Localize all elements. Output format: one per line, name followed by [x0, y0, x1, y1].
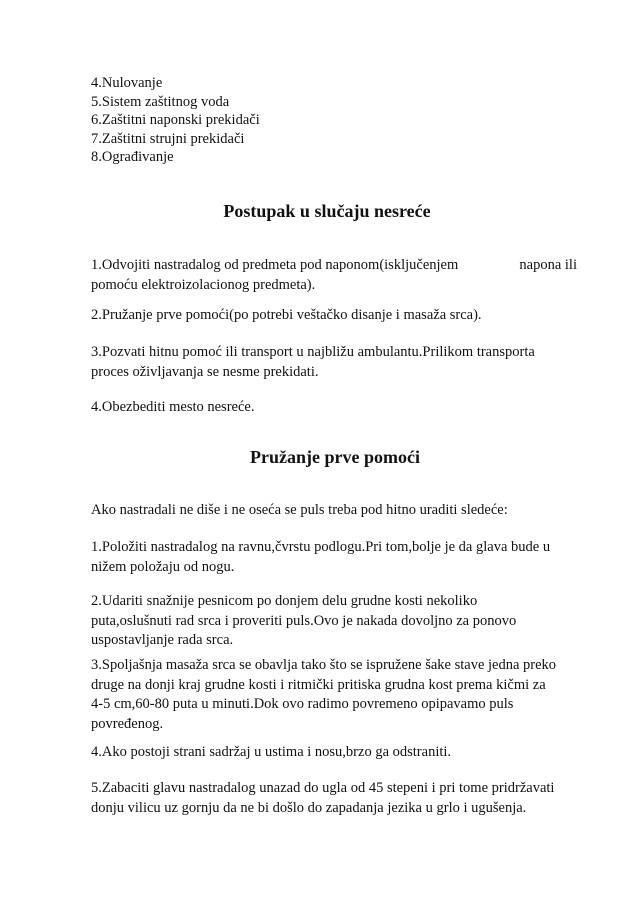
- paragraph: [91, 256, 577, 295]
- paragraph: [91, 538, 577, 577]
- paragraph-line: donju vilicu uz gornju da ne bi došlo do zapadanja jezika u grlo i ugušenja.: [91, 799, 527, 816]
- paragraph-line: druge na donji kraj grudne kosti i ritmički pritiska grudna kost prema kičmi za: [91, 676, 546, 693]
- paragraph-line: nižem položaju od nogu.: [91, 558, 235, 575]
- paragraph-line: proces oživljavanja se nesme prekidati.: [91, 363, 319, 380]
- section-heading-accident-procedure: Postupak u slučaju nesreće: [223, 201, 431, 221]
- paragraph-line: pomoću elektroizolacionog predmeta).: [91, 276, 316, 293]
- paragraph-line: 1.Položiti nastradalog na ravnu,čvrstu podlogu.Pri tom,bolje je da glava bude u: [91, 539, 551, 555]
- paragraph-line-right: napona ili: [519, 257, 577, 273]
- section-heading-first-aid: Pružanje prve pomoći: [250, 447, 420, 467]
- paragraph: [91, 592, 577, 651]
- paragraph-line: puta,oslušnuti rad srca i proveriti puls.Ovo je nakada dovoljno za ponovo: [91, 612, 517, 629]
- list-item: 7.Zaštitni strujni prekidači: [91, 130, 245, 147]
- paragraph-line: 5.Zabaciti glavu nastradalog unazad do ugla od 45 stepeni i pri tome pridržavati: [91, 780, 555, 796]
- paragraph: 4.Ako postoji strani sadržaj u ustima i nosu,brzo ga odstraniti.: [91, 744, 452, 760]
- paragraph-line: 3.Spoljašnja masaža srca se obavlja tako što se ispružene šake stave jedna preko: [91, 657, 557, 673]
- paragraph-line-left: 1.Odvojiti nastradalog od predmeta pod naponom(isključenjem: [91, 257, 459, 273]
- paragraph: [91, 343, 577, 382]
- protection-measures-list: [91, 74, 571, 167]
- paragraph-line: 2.Udariti snažnije pesnicom po donjem delu grudne kosti nekoliko: [91, 593, 478, 609]
- list-item: 4.Nulovanje: [91, 75, 163, 91]
- list-item: 5.Sistem zaštitnog voda: [91, 93, 230, 110]
- paragraph-line: [91, 256, 577, 276]
- paragraph: [91, 779, 577, 818]
- list-item: 6.Zaštitni naponski prekidači: [91, 112, 260, 129]
- paragraph: 2.Pružanje prve pomoći(po potrebi veštačko disanje i masaža srca).: [91, 307, 482, 323]
- paragraph-intro: Ako nastradali ne diše i ne oseća se puls treba pod hitno uraditi sledeće:: [91, 502, 508, 518]
- list-item: 8.Ograđivanje: [91, 149, 174, 166]
- paragraph-line: uspostavljanje rada srca.: [91, 632, 234, 648]
- paragraph-line: 3.Pozvati hitnu pomoć ili transport u najbližu ambulantu.Prilikom transporta: [91, 344, 535, 360]
- paragraph-line: povređenog.: [91, 715, 164, 732]
- paragraph-line: 4-5 cm,60-80 puta u minuti.Dok ovo radimo povremeno opipavamo puls: [91, 696, 514, 712]
- paragraph: 4.Obezbediti mesto nesreće.: [91, 399, 255, 415]
- paragraph: [91, 656, 577, 734]
